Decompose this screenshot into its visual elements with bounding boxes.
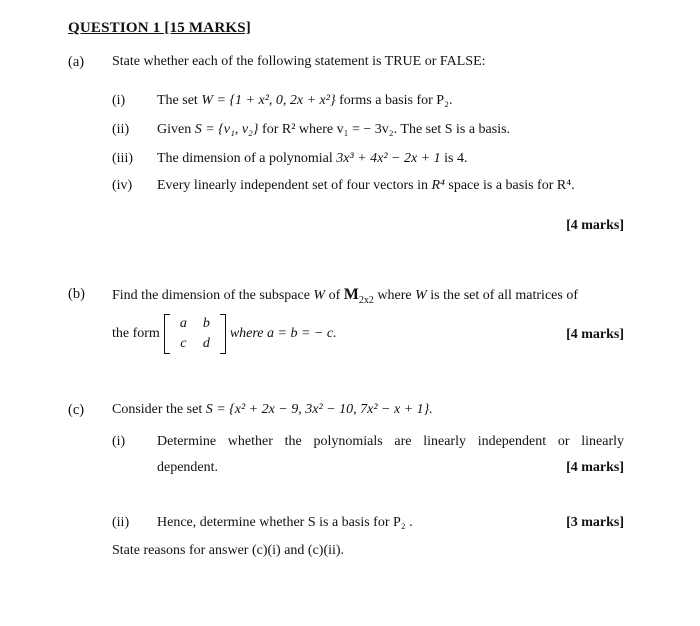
matrix-space-size: 2x2 [358, 294, 374, 306]
part-b-marks: [4 marks] [566, 327, 624, 342]
part-a-marks: [4 marks] [566, 218, 624, 233]
text: the form [112, 326, 160, 341]
item-math: R⁴ [431, 178, 445, 193]
part-c-item-1-num: (i) [112, 434, 126, 449]
part-c-prompt [112, 402, 433, 418]
part-b-line2 [112, 314, 337, 354]
item-text: is 4. [440, 151, 468, 166]
var-w: W [313, 288, 326, 303]
matrix-entry-a: a [179, 316, 187, 331]
part-c-item-1-marks: [4 marks] [566, 460, 624, 475]
part-c-item-1-line2: dependent. [157, 460, 219, 475]
item-text: for R² where v₁ = − 3v₂. The set S is a basis. [258, 122, 511, 137]
part-c-item-2-num: (ii) [112, 515, 130, 530]
part-a-label: (a) [68, 54, 85, 70]
part-a-item-2-num: (ii) [112, 122, 130, 137]
part-a-item-4-num: (iv) [112, 178, 133, 193]
part-a-item-3 [157, 151, 467, 167]
part-c-item-2: Hence, determine whether S is a basis for P₂ . [157, 515, 413, 530]
text: is the set of all matrices of [426, 288, 578, 303]
part-a-item-1 [157, 93, 452, 109]
item-math: 3x³ + 4x² − 2x + 1 [336, 151, 441, 166]
var-w: W [415, 288, 427, 303]
part-a-prompt: State whether each of the following statement is TRUE or FALSE: [112, 54, 486, 69]
left-bracket [164, 314, 170, 354]
part-b-label: (b) [68, 286, 85, 302]
item-text: The dimension of a polynomial [157, 151, 337, 166]
item-math: W = {1 + x², 0, 2x + x²} [201, 93, 336, 108]
matrix-space: M [343, 286, 359, 303]
right-bracket [220, 314, 226, 354]
part-a-item-4 [157, 178, 575, 194]
part-c-label: (c) [68, 402, 85, 418]
part-a-item-1-num: (i) [112, 93, 126, 108]
part-c-item-2-marks: [3 marks] [566, 515, 624, 530]
part-a-item-3-num: (iii) [112, 151, 133, 166]
part-b-line1 [112, 286, 578, 306]
set-math: S = {x² + 2x − 9, 3x² − 10, 7x² − x + 1}. [205, 402, 433, 417]
text: of [325, 288, 344, 303]
text: Find the dimension of the subspace [112, 288, 314, 303]
matrix-table [172, 314, 218, 354]
item-text: Given [157, 122, 195, 137]
matrix-form [164, 314, 226, 354]
condition: where a = b = − c. [229, 326, 337, 341]
item-text: space is a basis for R⁴. [444, 178, 575, 193]
matrix-entry-c: c [180, 336, 187, 351]
item-text: forms a basis for P₂. [335, 93, 453, 108]
part-c-item-1-line1: Determine whether the polynomials are linearly independent or linearly [157, 434, 624, 449]
text: where [373, 288, 416, 303]
matrix-entry-d: d [202, 336, 210, 351]
question-title: QUESTION 1 [15 MARKS] [68, 20, 251, 36]
item-math: S = {v₁, v₂} [194, 122, 259, 137]
item-text: Every linearly independent set of four vectors in [157, 178, 432, 193]
part-a-item-2 [157, 122, 510, 138]
item-text: The set [157, 93, 202, 108]
text: Consider the set [112, 402, 206, 417]
part-c-reasons: State reasons for answer (c)(i) and (c)(ii). [112, 543, 345, 558]
matrix-entry-b: b [202, 316, 210, 331]
